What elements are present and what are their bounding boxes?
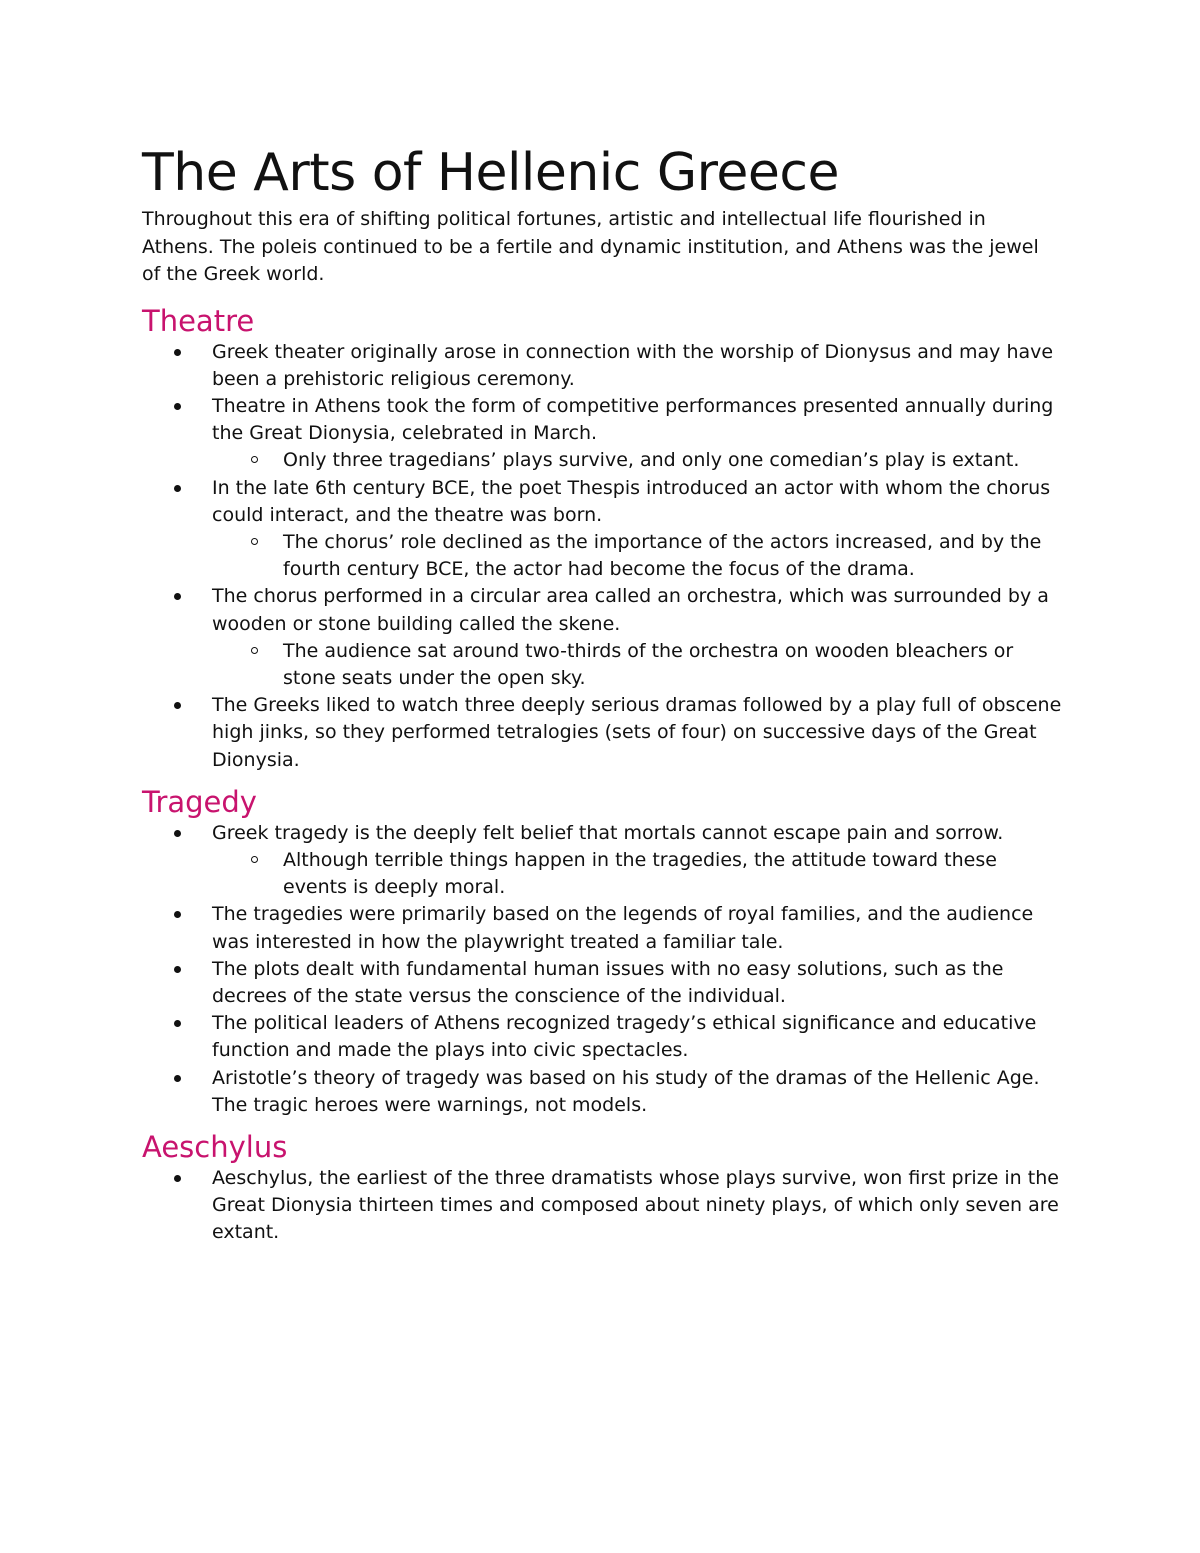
list-item	[142, 1010, 1062, 1064]
list-item	[142, 901, 1062, 955]
document-page	[142, 140, 1062, 1247]
bullet-dot-icon	[174, 485, 181, 492]
sub-list-item-text: The chorus’ role declined as the importance of the actors increased, and by the fourth century BCE, the actor had become the focus of the drama.	[283, 530, 1042, 581]
bullet-dot-icon	[174, 593, 181, 600]
sub-list-item-text: Only three tragedians’ plays survive, and only one comedian’s play is extant.	[283, 449, 1020, 472]
list-item-text: Aeschylus, the earliest of the three dramatists whose plays survive, won first prize in the Great Dionysia thirteen times and composed about ninety plays, of which only seven are extant.	[212, 1166, 1059, 1244]
list-item	[142, 339, 1062, 393]
list-item-text: The plots dealt with fundamental human issues with no easy solutions, such as the decrees of the state versus the conscience of the individual.	[212, 957, 1004, 1007]
bullet-dot-icon	[174, 349, 181, 356]
list-item	[142, 956, 1062, 1010]
intro-paragraph: Throughout this era of shifting political fortunes, artistic and intellectual life flourished in Athens. The poleis continued to be a fertile and dynamic institution, and Athens was the jewel of the Greek world.	[142, 208, 1039, 285]
bullet-dot-icon	[174, 1175, 181, 1182]
list-item-text: The political leaders of Athens recognized tragedy’s ethical significance and educative function and made the plays into civic spectacles.	[212, 1012, 1037, 1062]
bullet-dot-icon	[174, 966, 181, 973]
bullet-dot-icon	[174, 702, 181, 709]
list-item	[142, 393, 1062, 475]
sub-list-item	[142, 847, 1062, 901]
section-heading: Aeschylus	[142, 1129, 288, 1164]
list-item	[142, 820, 1062, 902]
document-title: The Arts of Hellenic Greece	[142, 143, 839, 203]
list-item-text: The tragedies were primarily based on the legends of royal families, and the audience was interested in how the playwright treated a familiar tale.	[212, 903, 1034, 953]
bullet-list	[142, 1165, 1062, 1247]
list-item	[142, 1165, 1062, 1247]
sections-container	[142, 303, 1062, 1247]
list-item-text: Aristotle’s theory of tragedy was based on his study of the dramas of the Hellenic Age. The tragic heroes were warnings, not models.	[212, 1066, 1040, 1116]
list-item-text: In the late 6th century BCE, the poet Thespis introduced an actor with whom the chorus could interact, and the theatre was born.	[212, 476, 1051, 526]
list-item-text: The chorus performed in a circular area called an orchestra, which was surrounded by a wooden or stone building called the skene.	[212, 585, 1049, 635]
bullet-circle-icon	[251, 538, 258, 545]
sub-bullet-list	[212, 529, 1062, 583]
list-item	[142, 692, 1062, 774]
sub-list-item-text: The audience sat around two-thirds of the orchestra on wooden bleachers or stone seats under the open sky.	[283, 639, 1014, 689]
list-item-text: Greek tragedy is the deeply felt belief that mortals cannot escape pain and sorrow.	[212, 821, 1004, 844]
bullet-circle-icon	[251, 856, 258, 863]
sub-list-item	[142, 447, 1062, 474]
bullet-dot-icon	[174, 830, 181, 837]
sub-list-item	[142, 529, 1062, 583]
bullet-dot-icon	[174, 1075, 181, 1082]
list-item-text: Theatre in Athens took the form of competitive performances presented annually during the Great Dionysia, celebrated in March.	[212, 394, 1054, 445]
sub-bullet-list	[212, 847, 1062, 901]
section-heading: Tragedy	[142, 784, 257, 819]
bullet-list	[142, 820, 1062, 1119]
bullet-dot-icon	[174, 403, 181, 410]
list-item-text: The Greeks liked to watch three deeply serious dramas followed by a play full of obscene high jinks, so they performed tetralogies (sets of four) on successive days of the Great Dionysia.	[212, 694, 1062, 771]
sub-bullet-list	[212, 638, 1062, 692]
bullet-dot-icon	[174, 1020, 181, 1027]
sub-bullet-list	[212, 447, 1062, 474]
sub-list-item	[142, 638, 1062, 692]
list-item-text: Greek theater originally arose in connection with the worship of Dionysus and may have been a prehistoric religious ceremony.	[212, 340, 1054, 390]
sub-list-item-text: Although terrible things happen in the tragedies, the attitude toward these events is deeply moral.	[283, 848, 997, 899]
bullet-circle-icon	[251, 647, 258, 654]
section-heading: Theatre	[142, 303, 255, 338]
bullet-circle-icon	[251, 456, 258, 463]
bullet-dot-icon	[174, 911, 181, 918]
list-item	[142, 583, 1062, 692]
bullet-list	[142, 339, 1062, 774]
list-item	[142, 1065, 1062, 1119]
list-item	[142, 475, 1062, 584]
